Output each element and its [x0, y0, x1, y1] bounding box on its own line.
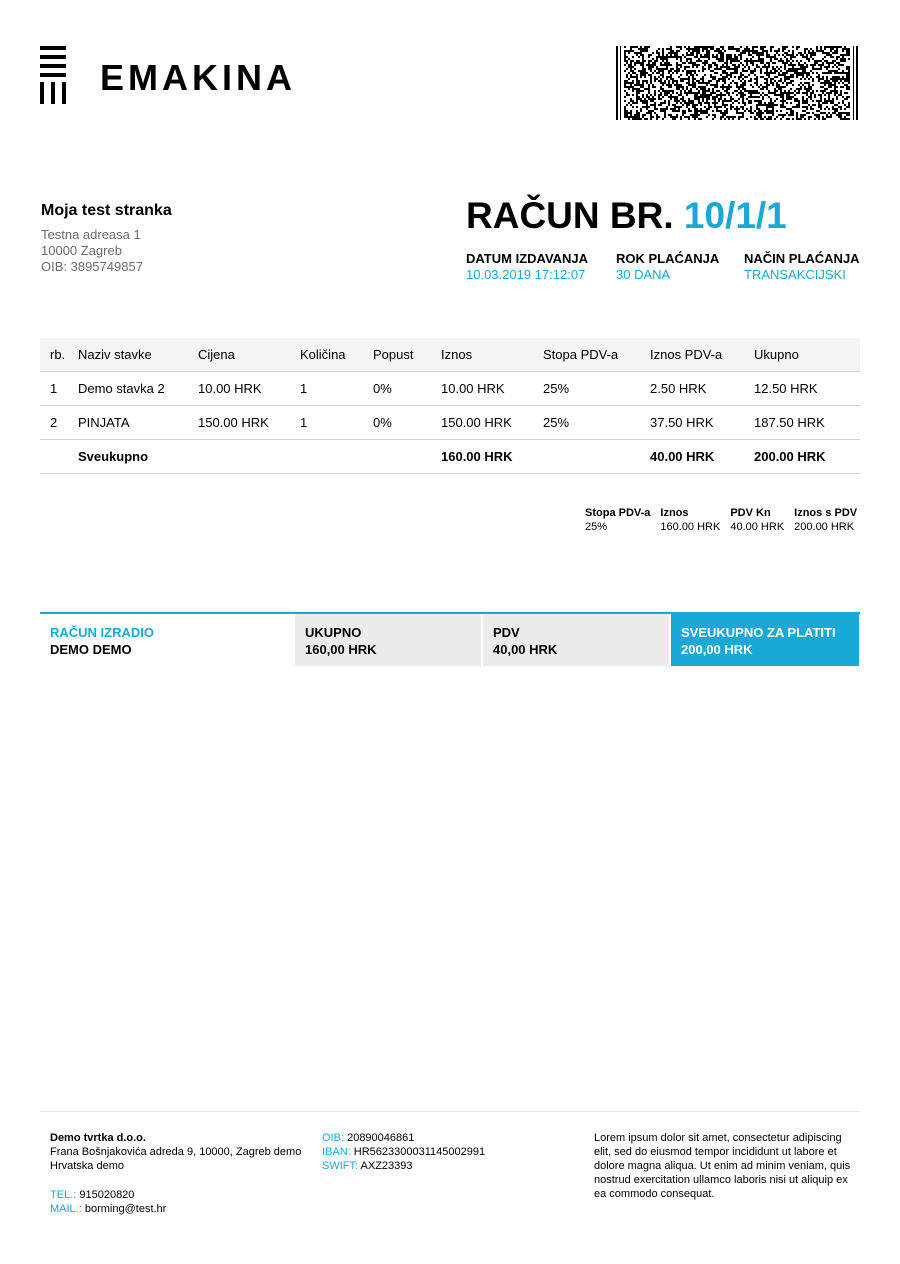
total-cell: [295, 614, 481, 666]
items-table: [40, 338, 860, 474]
total-value: 160,00 HRK: [305, 642, 377, 657]
author-label: RAČUN IZRADIO: [50, 625, 154, 640]
footer-company: Demo tvrtka d.o.o.: [50, 1132, 146, 1144]
grand-total-cell: [671, 614, 859, 666]
total-cell-rb: [40, 440, 78, 474]
pdv-value: 40,00 HRK: [493, 642, 558, 657]
total-cell-vat-amount: 40.00 HRK: [650, 440, 754, 474]
vat-cell-amount: 160.00 HRK: [660, 521, 721, 533]
vat-summary-header-row: [583, 506, 865, 520]
total-cell-label: Sveukupno: [78, 440, 198, 474]
col-header-vat-rate: Stopa PDV-a: [543, 338, 650, 372]
cell-rb: 2: [40, 406, 78, 440]
col-header-name: Naziv stavke: [78, 338, 198, 372]
footer-tel-label: TEL.:: [50, 1189, 77, 1201]
footer-tel: [50, 1188, 134, 1202]
cell-discount: 0%: [373, 372, 441, 406]
barcode-icon: [616, 46, 860, 120]
col-header-amount: Iznos: [441, 338, 543, 372]
total-cell-total: 200.00 HRK: [754, 440, 860, 474]
cell-price: 10.00 HRK: [198, 372, 300, 406]
cell-vat-amount: 37.50 HRK: [650, 406, 754, 440]
col-header-price: Cijena: [198, 338, 300, 372]
total-cell-discount: [373, 440, 441, 474]
cell-vat-rate: 25%: [543, 372, 650, 406]
total-cell-price: [198, 440, 300, 474]
cell-quantity: 1: [300, 406, 373, 440]
col-header-vat-amount: Iznos PDV-a: [650, 338, 754, 372]
due-label: ROK PLAĆANJA: [616, 251, 720, 266]
vat-cell-pdv: 40.00 HRK: [730, 521, 785, 533]
vat-cell-total: 200.00 HRK: [794, 521, 855, 533]
table-row: [40, 372, 860, 406]
vat-header-rate: Stopa PDV-a: [585, 507, 651, 519]
invoice-number: 10/1/1: [683, 195, 787, 236]
table-row: [40, 406, 860, 440]
footer-oib-value: 20890046861: [347, 1132, 415, 1144]
cell-quantity: 1: [300, 372, 373, 406]
col-header-rb: rb.: [40, 338, 78, 372]
footer-iban-label: IBAN:: [322, 1146, 351, 1158]
payment-method-value: TRANSAKCIJSKI: [744, 267, 846, 282]
pdv-label: PDV: [493, 625, 520, 640]
invoice-title-prefix: RAČUN BR.: [466, 195, 674, 236]
cell-rb: 1: [40, 372, 78, 406]
cell-name: PINJATA: [78, 406, 198, 440]
due-value: 30 DANA: [616, 267, 671, 282]
customer-city: 10000 Zagreb: [41, 243, 122, 258]
footer-country: Hrvatska demo: [50, 1160, 124, 1172]
cell-price: 150.00 HRK: [198, 406, 300, 440]
footer-oib: [322, 1131, 414, 1145]
cell-amount: 150.00 HRK: [441, 406, 543, 440]
customer-address: Testna adreasa 1: [41, 227, 141, 242]
vat-cell-rate: 25%: [585, 521, 608, 533]
footer-mail: [50, 1202, 166, 1216]
footer-oib-label: OIB:: [322, 1132, 345, 1144]
pdv-cell: [483, 614, 669, 666]
vat-header-total: Iznos s PDV: [794, 507, 858, 519]
cell-total: 187.50 HRK: [754, 406, 860, 440]
footer-swift-label: SWIFT:: [322, 1160, 359, 1172]
footer-swift-value: AXZ23393: [360, 1160, 413, 1172]
invoice-title: [466, 195, 787, 237]
total-cell-quantity: [300, 440, 373, 474]
table-total-row: [40, 440, 860, 474]
cell-total: 12.50 HRK: [754, 372, 860, 406]
author-cell: [40, 614, 294, 666]
footer-iban-value: HR5623300031145002991: [353, 1146, 486, 1158]
total-label: UKUPNO: [305, 625, 362, 640]
grand-total-value: 200,00 HRK: [681, 642, 753, 657]
col-header-total: Ukupno: [754, 338, 860, 372]
grand-total-label: SVEUKUPNO ZA PLATITI: [681, 625, 836, 640]
vat-header-pdv: PDV Kn: [730, 507, 771, 519]
col-header-discount: Popust: [373, 338, 441, 372]
cell-discount: 0%: [373, 406, 441, 440]
customer-oib: OIB: 3895749857: [41, 259, 143, 274]
footer-mail-value: borming@test.hr: [84, 1203, 167, 1215]
cell-vat-rate: 25%: [543, 406, 650, 440]
footer-iban: [322, 1145, 485, 1159]
payment-method-label: NAČIN PLAĆANJA: [744, 251, 860, 266]
cell-amount: 10.00 HRK: [441, 372, 543, 406]
totals-band: [40, 612, 860, 668]
logo-mark-icon: [40, 46, 68, 104]
footer-address: Frana Bošnjakovića adreda 9, 10000, Zagreb demo: [50, 1146, 302, 1158]
issue-date-label: DATUM IZDAVANJA: [466, 251, 589, 266]
issue-date-value: 10.03.2019 17:12:07: [466, 267, 586, 282]
cell-vat-amount: 2.50 HRK: [650, 372, 754, 406]
vat-header-amount: Iznos: [660, 507, 689, 519]
table-row: [583, 520, 865, 534]
total-cell-vat-rate: [543, 440, 650, 474]
total-cell-amount: 160.00 HRK: [441, 440, 543, 474]
author-value: DEMO DEMO: [50, 642, 132, 657]
footer-lorem-text: Lorem ipsum dolor sit amet, consectetur adipiscing elit, sed do eiusmod tempor incididunt ut labore et dolore magna aliqua. Ut enim ad minim veniam, quis nostrud exercitation ullamco laboris nisi ut aliquip ex ea commodo consequat.: [594, 1132, 851, 1200]
customer-name: Moja test stranka: [41, 202, 172, 219]
logo-text: EMAKINA: [100, 57, 296, 98]
col-header-quantity: Količina: [300, 338, 373, 372]
footer-divider: [40, 1111, 860, 1112]
items-header-row: [40, 338, 860, 372]
footer-swift: [322, 1159, 413, 1173]
footer-tel-value: 915020820: [79, 1189, 135, 1201]
cell-name: Demo stavka 2: [78, 372, 198, 406]
footer-mail-label: MAIL.:: [50, 1203, 82, 1215]
vat-summary-table: [583, 506, 865, 534]
